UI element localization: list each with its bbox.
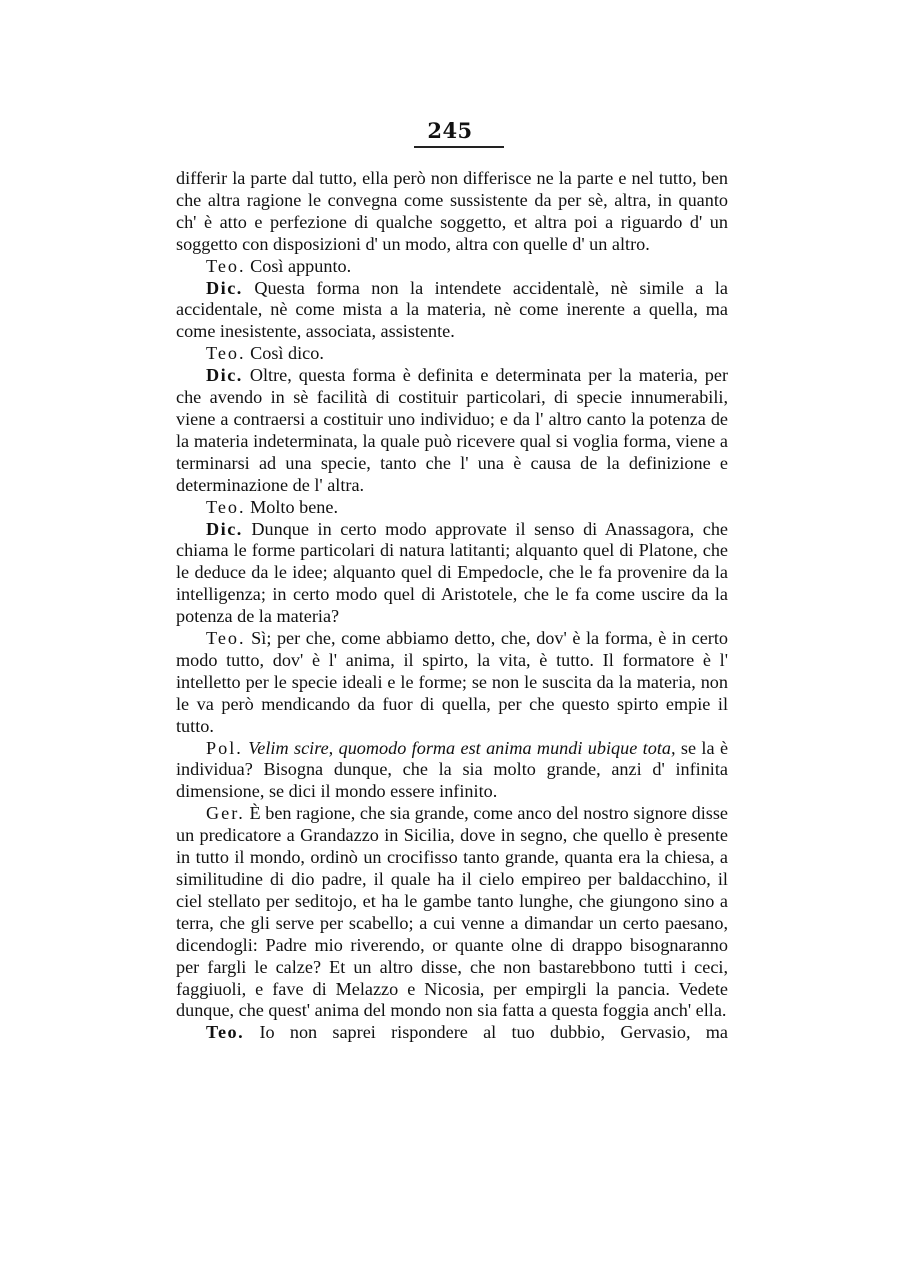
dialogue-line (176, 343, 728, 365)
speaker-label: Dic. (206, 365, 243, 386)
dialogue-line (176, 278, 728, 344)
dialogue-text: Così dico. (250, 343, 324, 364)
page-number: 245 (427, 118, 473, 143)
speaker-label: Ger. (206, 803, 245, 824)
dialogue-text: Sì; per che, come abbiamo detto, che, dov' è la forma, è in certo modo tutto, dov' è l' anima, il spirto, la vita, è tutto. Il formatore è l' intelletto per le specie ideali e le forme; se non le suscita da la materia, non le va però mendicando da fuor di quella, per che questo spirto empie il tutto. (176, 628, 728, 736)
dialogue-text: Questa forma non la intendete accidentalè, nè simile a la accidentale, nè come mista a la materia, nè come inerente a quella, ma come inesistente, associata, assistente. (176, 277, 729, 342)
speaker-label: Teo. (206, 343, 246, 364)
speaker-label: Teo. (206, 628, 246, 649)
header-rule (414, 146, 504, 148)
dialogue-line (176, 256, 728, 278)
dialogue-text: Oltre, questa forma è definita e determinata per la materia, per che avendo in sè facilità di costituir particolari, di specie innumerabili, viene a contraersi a costituir uno individuo; e da l' altro canto la potenza de la materia indeterminata, la quale può ricevere qual si voglia forma, viene a terminarsi ad una specie, tanto che l' una è causa de la definizione e determinazione de l' altra. (176, 365, 729, 495)
speaker-label: Dic. (206, 277, 243, 298)
dialogue-line (176, 497, 728, 519)
dialogue-text: Molto bene. (250, 496, 339, 517)
dialogue-text: Così appunto. (250, 255, 352, 276)
dialogue-text: se la è individua? Bisogna dunque, che la sia molto grande, anzi d' infinita dimensione, se dici il mondo essere infinito. (176, 737, 729, 802)
body-text (176, 168, 728, 1044)
dialogue-line (176, 1022, 728, 1044)
paragraph-continuation (176, 168, 728, 256)
dialogue-text: È ben ragione, che sia grande, come anco del nostro signore disse un predicatore a Grandazzo in Sicilia, dove in segno, che quello è presente in tutto il mondo, ordinò un crocifisso tanto grande, quanta era la chiesa, a similitudine di dio padre, il quale ha il cielo empireo per baldacchino, il ciel stellato per seditojo, et ha le gambe tanto lunghe, che giungono sino a terra, che gli serve per scabello; a cui venne a dimandar un certo paesano, dicendogli: Padre mio riverendo, or quante olne di drappo bisognaranno per fargli le calze? Et un altro disse, che non bastarebbono tutti i ceci, faggiuoli, e fave di Melazzo e Nicosia, per empirgli la pancia. Vedete dunque, che quest' anima del mondo non sia fatta a questa foggia anch' ella. (176, 803, 729, 1021)
speaker-label: Dic. (206, 518, 243, 539)
speaker-label: Pol. (206, 737, 243, 758)
dialogue-text: Io non saprei rispondere al tuo dubbio, Gervasio, ma (259, 1022, 728, 1043)
dialogue-line (176, 628, 728, 738)
dialogue-line (176, 803, 728, 1022)
speaker-label: Teo. (206, 255, 246, 276)
speaker-label: Teo. (206, 1022, 245, 1043)
dialogue-line (176, 365, 728, 496)
latin-quote: Velim scire, quomodo forma est anima mundi ubique tota, (248, 737, 676, 758)
dialogue-line (176, 738, 728, 804)
paragraph-text: differir la parte dal tutto, ella però non differisce ne la parte e nel tutto, ben che altra ragione le convegna come sussistente da per sè, altra, in quanto ch' è atto e perfezione di qualche soggetto, et altra poi a riguardo d' un soggetto con disposizioni d' un modo, altra con quelle d' un altro. (176, 168, 728, 254)
dialogue-text: Dunque in certo modo approvate il senso di Anassagora, che chiama le forme particolari di natura latitanti; alquanto quel di Platone, che le deduce da le idee; alquanto quel di Empedocle, che le fa provenire da la intelligenza; in certo modo quel di Aristotele, che le fa come uscire da la potenza de la materia? (176, 518, 728, 627)
speaker-label: Teo. (206, 496, 246, 517)
dialogue-line (176, 519, 728, 629)
